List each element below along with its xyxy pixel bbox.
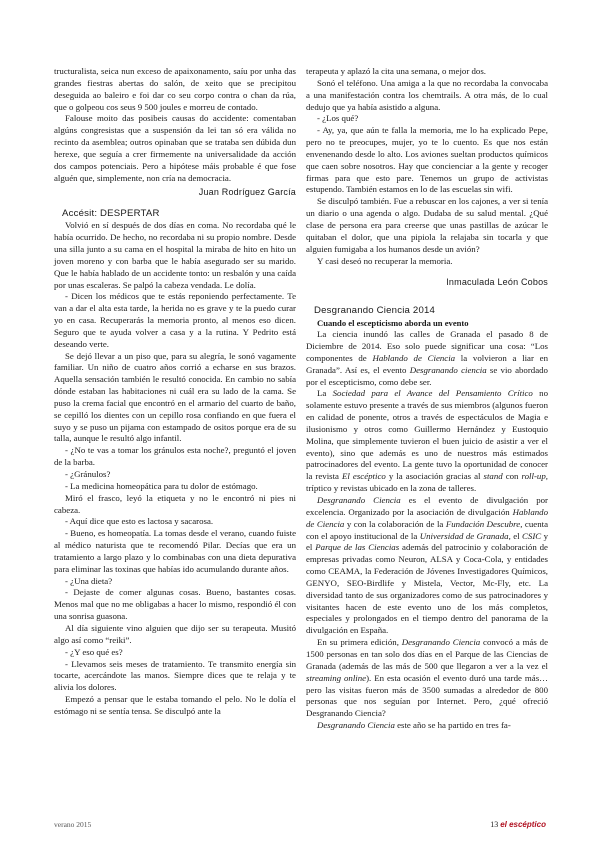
left-column [54,66,296,718]
section-subtitle: Cuando el escepticismo aborda un evento [317,318,469,329]
footer-issue: verano 2015 [54,820,92,829]
paragraph: - Aquí dice que esto es lactosa y sacarosa. [65,516,214,527]
footer-page [490,820,546,829]
paragraph: - Llevamos seis meses de tratamiento. Te transmito energía sin tocarte, acercándote las manos. Siempre dices que te relaja y te alivia los dolores. [54,658,296,693]
paragraph: - ¿Y eso qué es? [65,646,123,657]
paragraph: La ciencia inundó las calles de Granada el pasado 8 de Diciembre de 2014. Eso solo puede significar una cosa: “Los componentes de Hablando de Ciencia la volvieron a liar en Granada”. Así es, el evento Desgranando ciencia se vio abordado por el escepticismo, como debe ser. [306,329,548,387]
section-heading: Accésit: DESPERTAR [62,208,160,220]
paragraph: tructuralista, seica nun exceso de apaixonamento, saíu por unha das grandes fiestras abertas do salón, de xeito que se precipitou deseguida ao baleiro e foi dar co seu corpo contra o chan da rúa, que o golpeou cos seus 9 500 joules e morreu de contado. [54,66,296,112]
paragraph: Desgranando Ciencia este año se ha partido en tres fa- [317,720,511,731]
paragraph: Volvió en sí después de dos días en coma. No recordaba qué le había ocurrido. De hecho, no recordaba ni su propio nombre. Desde una silla junto a su cama en el hospital la miraba de hito en hito un joven moreno y con barba que le había asegurado ser su marido. Que le había hablado de un accidente tonto: un resbalón y una caída por unas escaleras. Se palpó la cabeza vendada. Le dolía. [54,220,296,290]
paragraph: Empezó a pensar que le estaba tomando el pelo. No le dolía el estómago ni se sentía tensa. Se disculpó ante la [54,694,296,716]
author-signature: Juan Rodríguez García [198,187,296,198]
paragraph: - ¿Una dieta? [65,575,113,586]
paragraph: Sonó el teléfono. Una amiga a la que no recordaba la convocaba a una manifestación contra los chemtrails. A otra más, de lo cual dedujo que ya había asistido a alguna. [306,77,548,112]
paragraph: - ¿Gránulos? [65,469,111,479]
paragraph: - Bueno, es homeopatía. La tomas desde el verano, cuando fuiste al médico naturista que te recomendó Pilar. Decías que era un tratamiento a largo plazo y lo combinabas con una dieta depurativa para eliminar las toxinas que habías ido acumulando durante años. [54,528,296,574]
paragraph: - Ay, ya, que aún te falla la memoria, me lo ha explicado Pepe, pero no te preocupes, mujer, yo te lo cuento. Es que nos están envenenando desde lo alto. Los aviones sueltan productos químicos que caen sobre nosotros. Hay que concienciar a la gente y recoger firmas para que esto pare. Tenemos un grupo de activistas estupendo. También estamos en lo de las escuelas sin wifi. [306,125,548,195]
paragraph: Se dejó llevar a un piso que, para su alegría, le sonó vagamente familiar. Un niño de cuatro años corrió a echarse en sus brazos. Aquella sensación también le resultó conocida. En cambio no sabía dónde estaban las habitaciones ni cuál era su lado de la cama. Se puso la crema facial que encontró en el armario del cuarto de baño, se cepilló los dientes con un cepillo rosa confiando en que fuera el suyo y se puso un pijama con estampado de ositos porque era de su talla, aunque le resultó algo infantil. [54,350,296,444]
paragraph: Al día siguiente vino alguien que dijo ser su terapeuta. Musitó algo así como “reiki”. [54,622,296,645]
right-column [306,66,548,732]
paragraph: terapeuta y aplazó la cita una semana, o mejor dos. [306,66,486,76]
paragraph: - ¿No te vas a tomar los gránulos esta noche?, preguntó el joven de la barba. [54,445,296,468]
paragraph: Falouse moito das posibeis causas do accidente: comentaban algúns congresistas que a suspensión da lei tan só era válida no recinto da asemblea; outros opinaban que se trataba sen dúbida dun herexe, que seguía a crer firmemente na universalidade da acción dos campos potenciais. Pero a hipótese máis probable é que fose alguén que, simplemente, non cría na democracia. [54,113,296,183]
author-signature: Inmaculada León Cobos [446,277,548,288]
paragraph: - Dejaste de comer algunas cosas. Bueno, bastantes cosas. Menos mal que no me obligabas a hacer lo mismo, respondió él con una sonrisa guasona. [54,587,296,622]
paragraph: La Sociedad para el Avance del Pensamiento Crítico no solamente estuvo presente a través de sus miembros (algunos fueron en calidad de ponente, otros a través de espectáculos de Magia e ilusionismo y otros como Guillermo Hernández y Eustoquio Molina, que simplemente tuvieron el buen juicio de asistir a ver el evento), sino que además es uno de nuestros más estimados patrocinadores del evento. La gente tuvo la oportunidad de conocer la revista El escéptico y la asociación gracias al stand con roll-up, tríptico y revistas ubicado en la zona de talleres. [306,388,548,494]
magazine-logo: el escéptico [500,820,546,829]
paragraph: - Dicen los médicos que te estás reponiendo perfectamente. Te van a dar el alta esta tarde, la herida no es grave y te la puedo curar yo en casa. Recuperarás la memoria pronto, al menos eso dicen. Seguro que te ayuda volver a casa y a la rutina. Y Pedrito está deseando verte. [54,291,296,349]
paragraph: Y casi deseó no recuperar la memoria. [317,255,453,266]
paragraph: Miró el frasco, leyó la etiqueta y no le encontró ni pies ni cabeza. [54,492,296,515]
paragraph: Se disculpó también. Fue a rebuscar en los cajones, a ver si tenía un diario o una agenda o algo. Dudaba de su salud mental. ¿Qué clase de persona era para creerse que unas pastillas de azúcar le quitaban el dolor, que una pipiola la relajaba sin tocarla y que alguien fumigaba a los humanos desde un avión? [306,196,548,254]
paragraph: - ¿Los qué? [317,113,359,124]
paragraph: En su primera edición, Desgranando Ciencia convocó a más de 1500 personas en tan solo dos días en el Parque de las Ciencias de Granada (además de las más de 500 que llegaron a ver a la vez el streaming online). En esta ocasión el evento duró una tarde más… pero las visitas fueron más de 3500 sumadas a alrededor de 800 personas que nos seguían por Internet. Pero, ¿qué ofreció Desgranando Ciencia? [306,637,548,719]
page-number: 13 [490,820,499,829]
paragraph: - La medicina homeopática para tu dolor de estómago. [65,480,258,491]
paragraph: Desgranando Ciencia es el evento de divulgación por excelencia. Organizado por la asociación de divulgación Hablando de Ciencia y con la colaboración de la Fundación Descubre, cuenta con el apoyo institucional de la Universidad de Granada, el CSIC y el Parque de las Ciencias además del patrocinio y colaboración de empresas privadas como Neuron, ALSA y Coca-Cola, y entidades como CEAMA, la Federación de Jóvenes Investigadores Químicos, GENYO, SEO-Birdlife y Mistela, Vector, Mc-Fly, etc. La diversidad tanto de sus organizadores como de sus patrocinadores y visitantes hacen de este evento uno de los más completos, especiales y prolongados en el tiempo dentro del panorama de la divulgación en España. [306,495,549,636]
section-heading: Desgranando Ciencia 2014 [314,305,436,317]
